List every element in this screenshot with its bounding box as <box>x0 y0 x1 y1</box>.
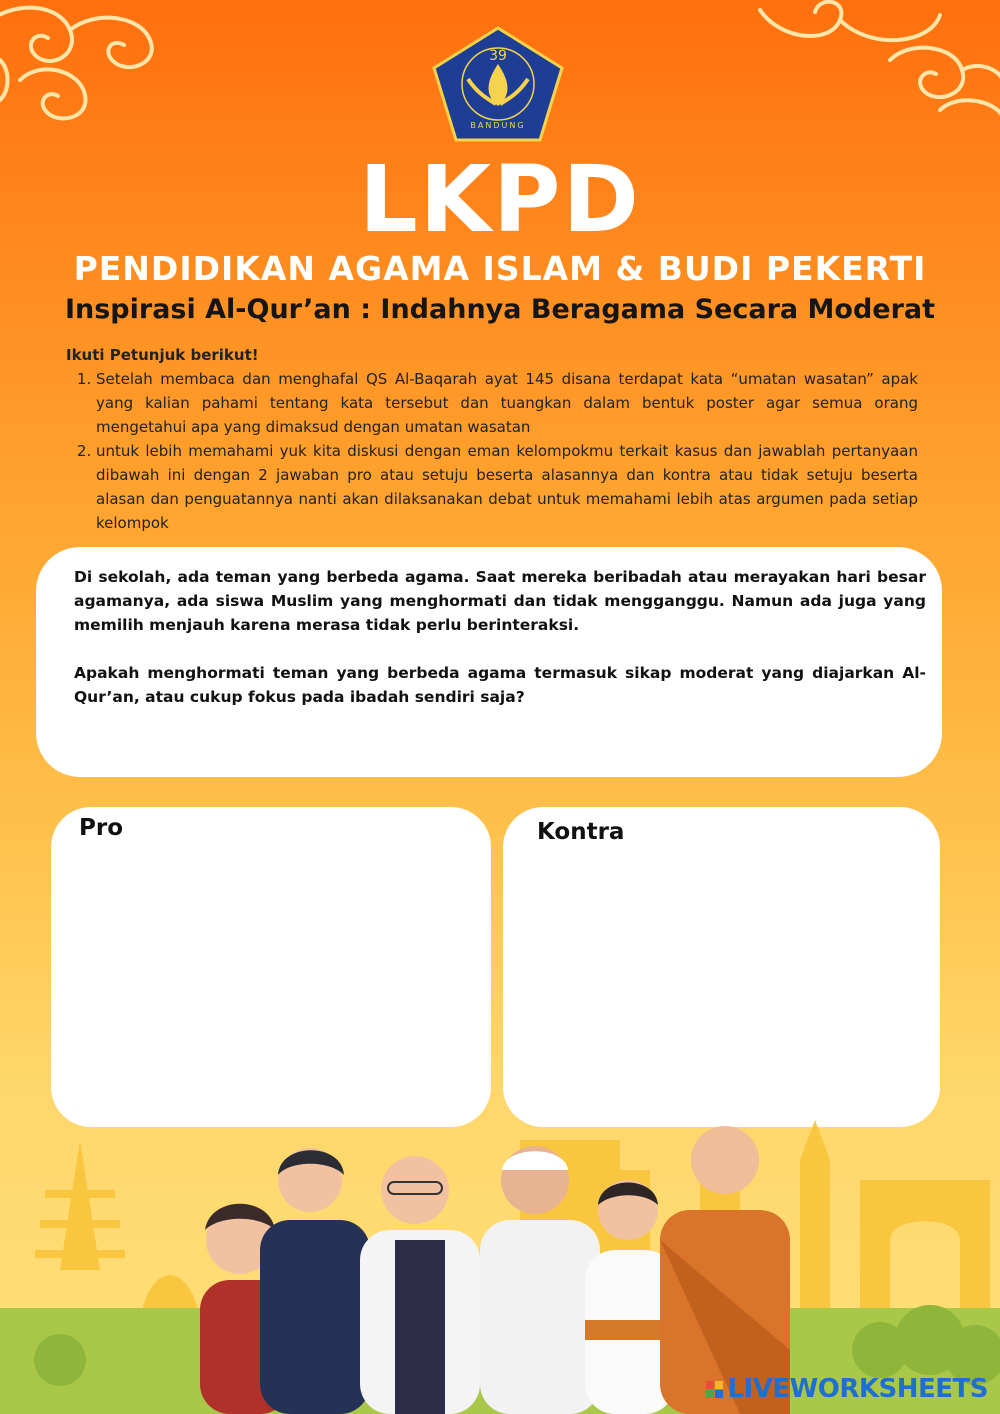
school-logo <box>428 24 568 144</box>
case-scenario: Di sekolah, ada teman yang berbeda agama. Saat mereka beribadah atau merayakan hari besar agamanya, ada siswa Muslim yang menghormati dan tidak mengganggu. Namun ada juga yang memilih menjauh karena merasa tidak perlu berinteraksi. <box>74 568 926 634</box>
topic-title: Inspirasi Al-Qur’an : Indahnya Beragama Secara Moderat <box>64 294 936 325</box>
cloud-ornament-right <box>740 0 1000 140</box>
brand-text: LIVEWORKSHEETS <box>727 1374 988 1404</box>
page-title: LKPD <box>359 146 641 253</box>
kontra-label: Kontra <box>537 819 625 845</box>
subject-title: PENDIDIKAN AGAMA ISLAM & BUDI PEKERTI <box>73 249 927 288</box>
school-number: 39 <box>489 48 507 64</box>
case-card <box>36 547 942 777</box>
liveworksheets-logo-icon <box>706 1381 723 1398</box>
kontra-answer-input[interactable] <box>527 857 916 1103</box>
cloud-ornament-left <box>0 0 200 140</box>
pro-answer-card <box>51 807 491 1127</box>
liveworksheets-brand <box>706 1374 988 1404</box>
instructions-heading: Ikuti Petunjuk berikut! <box>66 346 259 364</box>
interfaith-illustration <box>0 1120 1000 1414</box>
instructions-list <box>66 367 918 535</box>
case-text <box>74 565 926 733</box>
case-question: Apakah menghormati teman yang berbeda agama termasuk sikap moderat yang diajarkan Al-Qur’an, atau cukup fokus pada ibadah sendiri saja? <box>74 664 926 706</box>
school-city: BANDUNG <box>470 121 526 130</box>
kontra-answer-card <box>503 807 940 1127</box>
instruction-item: 1. Setelah membaca dan menghafal QS Al-Baqarah ayat 145 disana terdapat kata “umatan wasatan” apak yang kalian pahami tentang kata tersebut dan tuangkan dalam bentuk poster agar semua orang mengetahui apa yang dimaksud dengan umatan wasatan <box>96 367 918 439</box>
instruction-item: 2. untuk lebih memahami yuk kita diskusi dengan eman kelompokmu terkait kasus dan jawablah pertanyaan dibawah ini dengan 2 jawaban pro atau setuju beserta alasannya dan kontra atau tidak setuju beserta alasan dan penguatannya nanti akan dilaksanakan debat untuk memahami lebih atas argumen pada setiap kelompok <box>96 439 918 535</box>
pro-answer-input[interactable] <box>75 857 467 1103</box>
pro-label: Pro <box>79 815 124 841</box>
instructions <box>66 343 918 535</box>
